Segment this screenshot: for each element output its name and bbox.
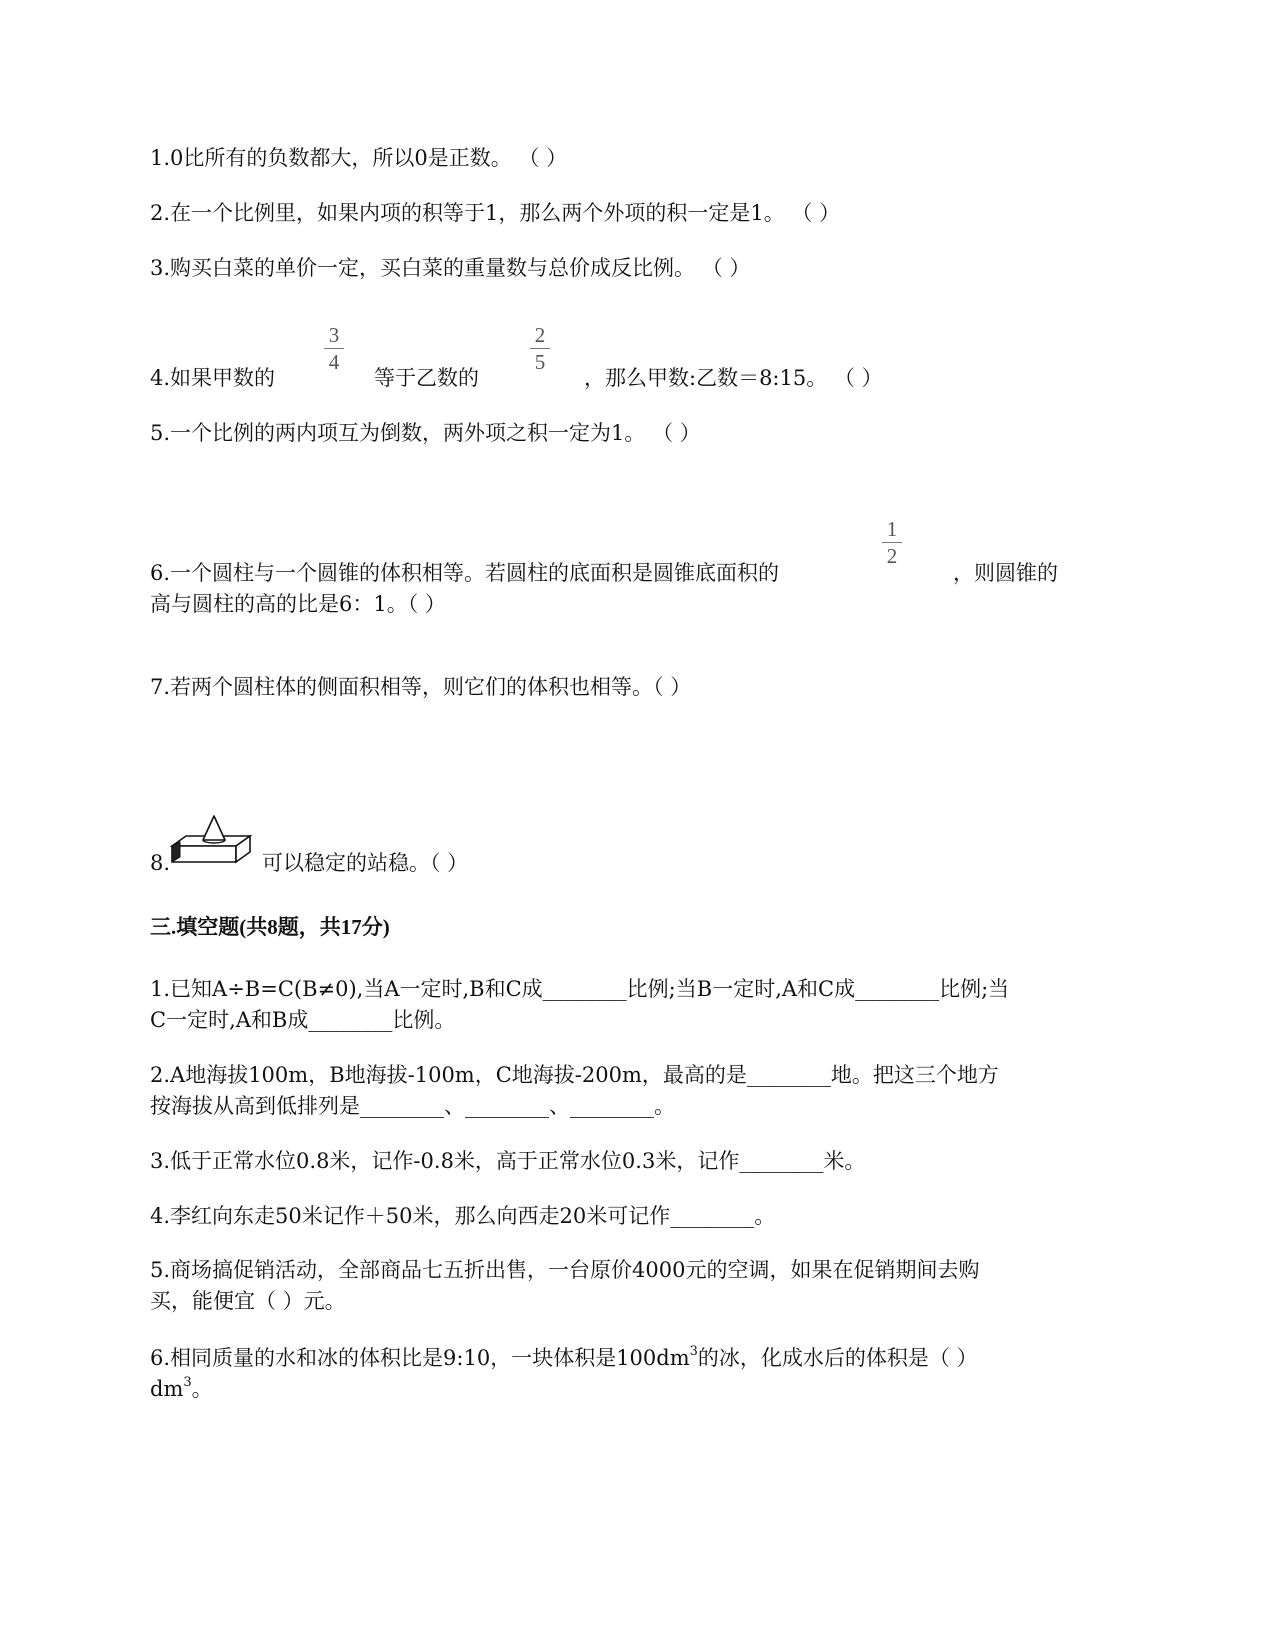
judge-q6-line1: 6.一个圆柱与一个圆锥的体积相等。若圆柱的底面积是圆锥底面积的: [150, 561, 780, 585]
judge-q4-part3: ，那么甲数:乙数＝8:15。 （ ）: [584, 366, 883, 390]
judge-q5: 5.一个比例的两内项互为倒数，两外项之积一定为1。 （ ）: [150, 421, 701, 445]
fill-q1-line2: C一定时,A和B成________比例。: [150, 1008, 456, 1032]
fill-q5-line1: 5.商场搞促销活动，全部商品七五折出售，一台原价4000元的空调，如果在促销期间去购: [150, 1258, 980, 1282]
judge-q6-line1-end: ，则圆锥的: [953, 561, 1058, 585]
fraction-bar: [882, 542, 902, 543]
fraction-three-quarters: [322, 324, 346, 373]
fill-q2-line1: 2.A地海拔100m，B地海拔-100m，C地海拔-200m，最高的是________地。把这三个地方: [150, 1063, 999, 1087]
fraction-numerator: 2: [534, 323, 546, 347]
judge-q2: 2.在一个比例里，如果内项的积等于1，那么两个外项的积一定是1。 （ ）: [150, 201, 841, 225]
judge-q4-part1: 4.如果甲数的: [150, 366, 276, 390]
fill-q6-unit: dm: [150, 1377, 184, 1401]
fraction-denominator: 5: [534, 350, 546, 374]
fraction-two-fifths: [528, 324, 552, 373]
fill-q1-line1: 1.已知A÷B=C(B≠0),当A一定时,B和C成________比例;当B一定时,A和C成________比例;当: [150, 977, 1010, 1001]
fraction-numerator: 3: [328, 323, 340, 347]
fill-q6-text-a: 6.相同质量的水和冰的体积比是9:10，一块体积是100dm: [150, 1346, 690, 1370]
section-title-fill-in: 三.填空题(共8题，共17分): [150, 915, 390, 939]
judge-q7: 7.若两个圆柱体的侧面积相等，则它们的体积也相等。（ ）: [150, 675, 692, 699]
fraction-denominator: 4: [328, 350, 340, 374]
fraction-one-half: [880, 518, 904, 567]
judge-q1: 1.0比所有的负数都大，所以0是正数。 （ ）: [150, 146, 568, 170]
fill-q4: 4.李红向东走50米记作＋50米，那么向西走20米可记作________。: [150, 1204, 776, 1228]
fraction-numerator: 1: [886, 517, 898, 541]
fill-q6-line2: [150, 1375, 1112, 1403]
judge-q8-number: 8.: [150, 851, 171, 875]
fraction-denominator: 2: [886, 544, 898, 568]
fraction-bar: [324, 348, 344, 349]
cone-on-block-icon: [170, 812, 254, 872]
superscript-cubed: 3: [689, 1344, 698, 1359]
judge-q8-text: 可以稳定的站稳。（ ）: [262, 851, 469, 875]
judge-q6-line2: 高与圆柱的高的比是6：1。（ ）: [150, 592, 446, 616]
superscript-cubed: 3: [183, 1375, 192, 1390]
fill-q2-line2: 按海拔从高到低排列是________、________、________。: [150, 1094, 675, 1118]
fill-q6-end: 。: [191, 1377, 213, 1401]
fill-q6-text-b: 的冰，化成水后的体积是（ ）: [697, 1346, 978, 1370]
judge-q3: 3.购买白菜的单价一定，买白菜的重量数与总价成反比例。 （ ）: [150, 256, 751, 280]
fill-q6-line1: [150, 1344, 1112, 1372]
fraction-bar: [530, 348, 550, 349]
fill-q5-line2: 买，能便宜（ ）元。: [150, 1289, 346, 1313]
fill-q3: 3.低于正常水位0.8米，记作-0.8米，高于正常水位0.3米，记作________米。: [150, 1149, 866, 1173]
judge-q4-part2: 等于乙数的: [374, 366, 479, 390]
